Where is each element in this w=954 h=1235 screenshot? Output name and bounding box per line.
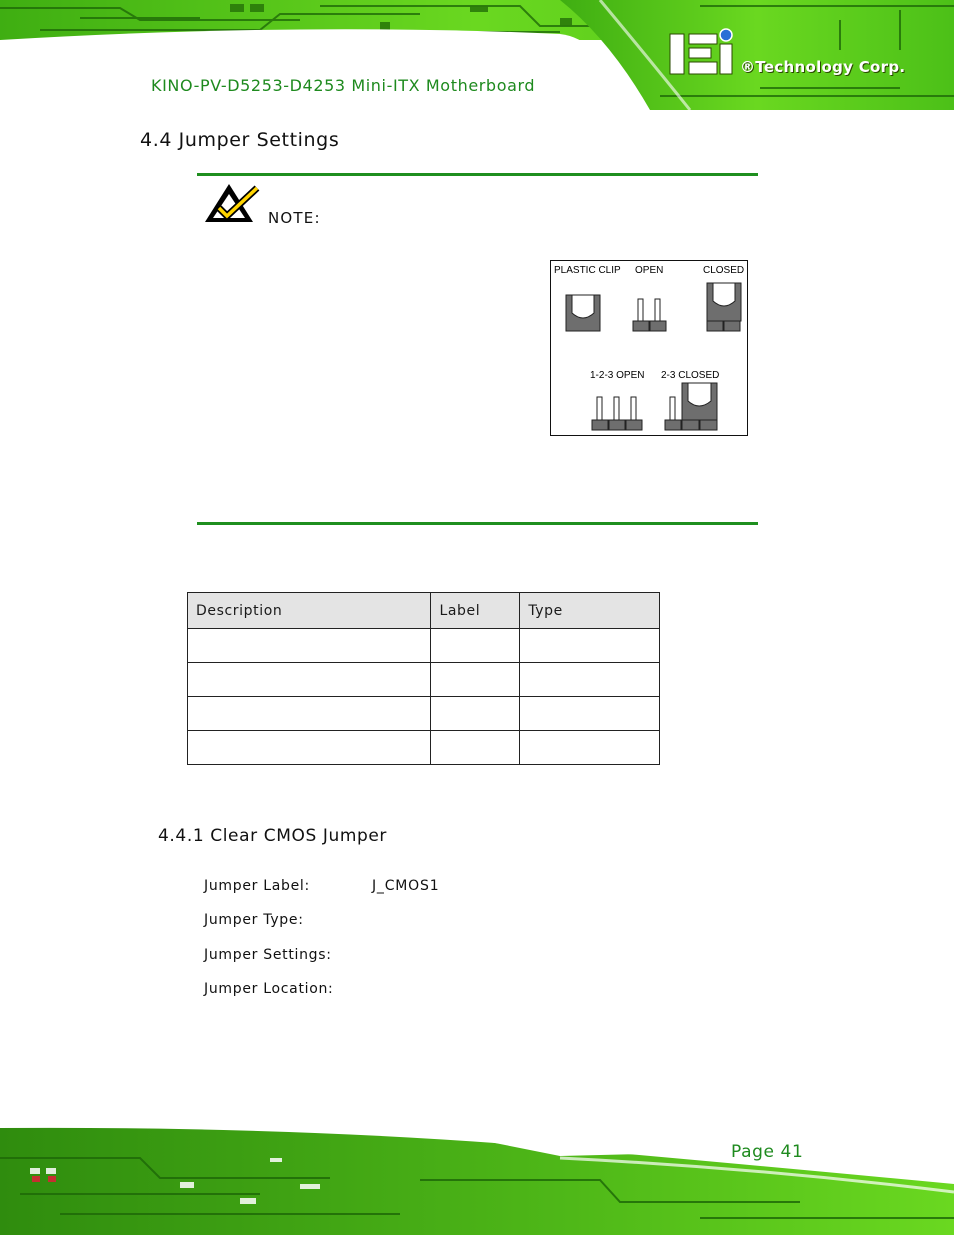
table-cell xyxy=(520,697,660,731)
footer-pcb-banner xyxy=(0,1118,954,1235)
diagram-label-23-closed: 2-3 CLOSED xyxy=(661,370,720,381)
jumper-label-value: J_CMOS1 xyxy=(372,878,440,894)
diagram-label-open: OPEN xyxy=(635,265,664,276)
column-header-type: Type xyxy=(520,593,660,629)
open-123-jumper-shape xyxy=(592,397,642,430)
subsection-heading: 4.4.1 Clear CMOS Jumper xyxy=(158,826,388,846)
column-header-description: Description xyxy=(188,593,431,629)
column-header-label: Label xyxy=(431,593,520,629)
table-cell xyxy=(520,629,660,663)
diagram-label-123-open: 1-2-3 OPEN xyxy=(590,370,645,381)
table-cell xyxy=(188,629,431,663)
page-number: Page 41 xyxy=(731,1142,804,1162)
diagram-label-closed: CLOSED xyxy=(703,265,745,276)
document-title: KINO-PV-D5253-D4253 Mini-ITX Motherboard xyxy=(151,76,536,95)
jumper-label-label: Jumper Label: xyxy=(204,878,310,894)
table-row xyxy=(188,663,660,697)
table-cell xyxy=(188,663,431,697)
section-heading: 4.4 Jumper Settings xyxy=(140,129,340,151)
jumper-settings-label: Jumper Settings: xyxy=(204,947,332,963)
table-cell xyxy=(431,663,520,697)
closed-jumper-shape xyxy=(707,283,741,331)
table-row xyxy=(188,697,660,731)
table-row xyxy=(188,731,660,765)
diagram-label-plastic-clip: PLASTIC CLIP xyxy=(554,265,621,276)
open-jumper-shape xyxy=(633,299,666,331)
table-cell xyxy=(188,731,431,765)
company-logo-text: ®Technology Corp. xyxy=(740,58,906,76)
table-cell xyxy=(431,629,520,663)
jumper-diagram xyxy=(550,260,748,436)
table-cell xyxy=(431,731,520,765)
jumper-location-label: Jumper Location: xyxy=(204,981,334,997)
closed-23-jumper-shape xyxy=(665,383,717,430)
note-label: NOTE: xyxy=(268,209,321,227)
header-pcb-banner xyxy=(0,0,954,112)
table-cell xyxy=(520,663,660,697)
note-check-icon xyxy=(205,182,261,224)
note-top-rule xyxy=(197,173,758,176)
table-header-row xyxy=(188,593,660,629)
table-cell xyxy=(520,731,660,765)
jumper-table xyxy=(187,592,660,765)
plastic-clip-shape xyxy=(566,295,600,331)
table-cell xyxy=(188,697,431,731)
table-cell xyxy=(431,697,520,731)
jumper-type-label: Jumper Type: xyxy=(204,912,304,928)
table-row xyxy=(188,629,660,663)
note-bottom-rule xyxy=(197,522,758,525)
